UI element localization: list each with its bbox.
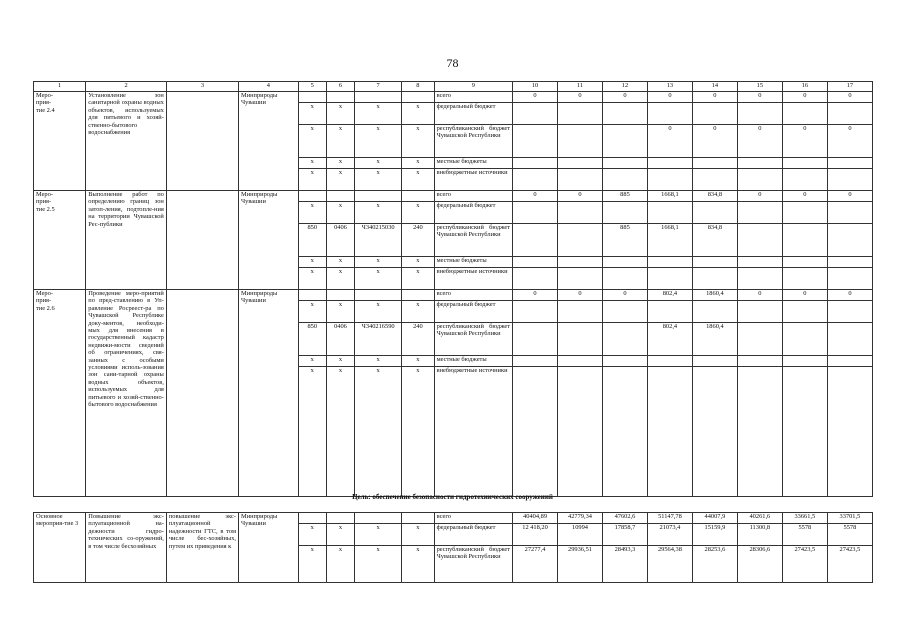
amount-cell (827, 268, 872, 290)
column-number: 8 (402, 82, 434, 92)
amount-cell (602, 169, 647, 191)
amount-cell: 12 418,20 (513, 524, 558, 546)
amount-cell (513, 158, 558, 169)
target-article-code: x (355, 301, 402, 323)
section-code: x (326, 125, 354, 158)
expense-group-code (402, 290, 434, 301)
amount-cell (782, 224, 827, 257)
grbs-code: x (298, 169, 326, 191)
amount-cell (737, 323, 782, 356)
funding-source: всего (434, 191, 512, 202)
expense-group-code: x (402, 158, 434, 169)
column-number: 6 (326, 82, 354, 92)
expense-group-code: x (402, 546, 434, 583)
amount-cell (647, 158, 692, 169)
amount-cell (513, 224, 558, 257)
expected-result (166, 92, 238, 191)
amount-cell (737, 169, 782, 191)
amount-cell (647, 367, 692, 497)
column-number: 17 (827, 82, 872, 92)
amount-cell (737, 301, 782, 323)
amount-cell (782, 169, 827, 191)
section-code: x (326, 268, 354, 290)
amount-cell (692, 169, 737, 191)
grbs-code: x (298, 301, 326, 323)
amount-cell: 0 (827, 191, 872, 202)
amount-cell (737, 367, 782, 497)
amount-cell (647, 257, 692, 268)
column-number: 9 (434, 82, 512, 92)
amount-cell (513, 367, 558, 497)
amount-cell: 0 (513, 290, 558, 301)
funding-source: внебюджетные источники (434, 367, 512, 497)
expense-group-code: x (402, 103, 434, 125)
amount-cell: 51147,78 (647, 513, 692, 524)
section-goal-heading: Цель: обеспечение безопасности гидротехнических сооружений (352, 493, 553, 501)
amount-cell: 1668,1 (647, 224, 692, 257)
grbs-code (298, 290, 326, 301)
amount-cell (827, 169, 872, 191)
amount-cell: 1860,4 (692, 323, 737, 356)
target-article-code: x (355, 202, 402, 224)
amount-cell (737, 356, 782, 367)
amount-cell (737, 202, 782, 224)
amount-cell: 29564,38 (647, 546, 692, 583)
amount-cell: 0 (692, 92, 737, 103)
responsible-executor: Минприроды Чувашии (239, 290, 299, 497)
funding-source: республиканский бюджет Чувашской Республики (434, 323, 512, 356)
amount-cell: 44007,9 (692, 513, 737, 524)
amount-cell: 28493,3 (602, 546, 647, 583)
grbs-code (298, 191, 326, 202)
amount-cell: 0 (737, 191, 782, 202)
section-code: x (326, 169, 354, 191)
activity-name: Повышение экс-плуатационной на-дежности гидро-технических со-оружений, в том числе бесхозяйных (86, 513, 167, 583)
amount-cell (737, 257, 782, 268)
amount-cell (602, 323, 647, 356)
funding-source: всего (434, 513, 512, 524)
table-row (34, 513, 873, 524)
column-number: 2 (86, 82, 167, 92)
amount-cell: 0 (647, 125, 692, 158)
amount-cell: 834,8 (692, 191, 737, 202)
expected-result: повышение экс-плуатационной надежности ГТС, в том числе бес-хозяйных, путем их приведения к (166, 513, 238, 583)
amount-cell: 5578 (782, 524, 827, 546)
column-number: 1 (34, 82, 86, 92)
grbs-code: 850 (298, 224, 326, 257)
section-code: x (326, 356, 354, 367)
amount-cell (827, 224, 872, 257)
amount-cell: 10994 (558, 524, 603, 546)
amount-cell (782, 202, 827, 224)
table-row (34, 92, 873, 103)
amount-cell (513, 103, 558, 125)
amount-cell (558, 158, 603, 169)
amount-cell (692, 103, 737, 125)
amount-cell: 0 (782, 191, 827, 202)
amount-cell: 40261,6 (737, 513, 782, 524)
amount-cell: 0 (737, 92, 782, 103)
amount-cell: 1668,1 (647, 191, 692, 202)
amount-cell (558, 301, 603, 323)
grbs-code: 850 (298, 323, 326, 356)
amount-cell (827, 356, 872, 367)
section-code: x (326, 367, 354, 497)
amount-cell: 0 (558, 290, 603, 301)
amount-cell: 28253,6 (692, 546, 737, 583)
amount-cell: 42779,34 (558, 513, 603, 524)
section-code (326, 290, 354, 301)
amount-cell (513, 323, 558, 356)
column-number: 7 (355, 82, 402, 92)
funding-source: федеральный бюджет (434, 301, 512, 323)
funding-source: республиканский бюджет Чувашской Республики (434, 546, 512, 583)
amount-cell: 40404,89 (513, 513, 558, 524)
target-article-code (355, 513, 402, 524)
amount-cell (782, 158, 827, 169)
grbs-code: x (298, 103, 326, 125)
expense-group-code: x (402, 524, 434, 546)
amount-cell (602, 367, 647, 497)
target-article-code: x (355, 103, 402, 125)
target-article-code: x (355, 257, 402, 268)
activity-code: Меро- прия- тие 2.6 (34, 290, 86, 497)
activity-code: Основное мероприя-тие 3 (34, 513, 86, 583)
expected-result (166, 191, 238, 290)
grbs-code: x (298, 158, 326, 169)
section-code: 0406 (326, 323, 354, 356)
amount-cell: 0 (558, 92, 603, 103)
funding-source: местные бюджеты (434, 158, 512, 169)
section-code (326, 92, 354, 103)
amount-cell (647, 356, 692, 367)
amount-cell (513, 356, 558, 367)
amount-cell: 17858,7 (602, 524, 647, 546)
amount-cell: 47602,6 (602, 513, 647, 524)
amount-cell: 21073,4 (647, 524, 692, 546)
amount-cell (827, 103, 872, 125)
amount-cell (782, 367, 827, 497)
amount-cell (602, 257, 647, 268)
column-number: 10 (513, 82, 558, 92)
amount-cell: 0 (827, 290, 872, 301)
responsible-executor: Минприроды Чувашии (239, 92, 299, 191)
activity-name: Проведение меро-приятий по пред-ставлению в Уп-равление Росреест-ра по Чувашской Республике доку-ментов, необходи-мых для внесения в государственный кадастр недвижи-мости сведений об ограничениях, свя-занных с особыми условиями исполь-зования зон сани-тарной охраны водных объектов, используемых для питьевого и хозяй-ственно-бытового водоснабжения (86, 290, 167, 497)
amount-cell (602, 103, 647, 125)
amount-cell: 0 (513, 92, 558, 103)
column-number: 12 (602, 82, 647, 92)
expense-group-code: x (402, 301, 434, 323)
amount-cell: 5578 (827, 524, 872, 546)
amount-cell: 0 (602, 92, 647, 103)
target-article-code: x (355, 268, 402, 290)
column-number: 16 (782, 82, 827, 92)
activity-code: Меро- прия- тие 2.5 (34, 191, 86, 290)
target-article-code: x (355, 125, 402, 158)
amount-cell (827, 202, 872, 224)
expense-group-code: x (402, 356, 434, 367)
amount-cell (602, 301, 647, 323)
amount-cell (558, 125, 603, 158)
responsible-executor: Минприроды Чувашии (239, 513, 299, 583)
section-code: x (326, 524, 354, 546)
amount-cell: 15159,9 (692, 524, 737, 546)
amount-cell (737, 224, 782, 257)
amount-cell: 0 (827, 92, 872, 103)
funding-source: всего (434, 290, 512, 301)
amount-cell (827, 301, 872, 323)
funding-source: внебюджетные источники (434, 268, 512, 290)
amount-cell (558, 323, 603, 356)
amount-cell (647, 268, 692, 290)
amount-cell (513, 268, 558, 290)
amount-cell: 29936,51 (558, 546, 603, 583)
amount-cell: 0 (827, 125, 872, 158)
amount-cell (692, 367, 737, 497)
grbs-code: x (298, 257, 326, 268)
section-code: x (326, 257, 354, 268)
funding-source: местные бюджеты (434, 257, 512, 268)
amount-cell (558, 257, 603, 268)
amount-cell: 802,4 (647, 323, 692, 356)
column-number: 11 (558, 82, 603, 92)
amount-cell: 802,4 (647, 290, 692, 301)
expense-group-code: x (402, 202, 434, 224)
amount-cell: 27277,4 (513, 546, 558, 583)
target-article-code: x (355, 169, 402, 191)
grbs-code: x (298, 268, 326, 290)
expense-group-code (402, 92, 434, 103)
amount-cell: 834,8 (692, 224, 737, 257)
amount-cell (647, 169, 692, 191)
amount-cell: 885 (602, 224, 647, 257)
table-row (34, 290, 873, 301)
funding-source: республиканский бюджет Чувашской Республики (434, 224, 512, 257)
funding-source: федеральный бюджет (434, 202, 512, 224)
amount-cell: 27423,5 (782, 546, 827, 583)
column-number-row (34, 82, 873, 92)
amount-cell: 0 (602, 290, 647, 301)
amount-cell: 0 (782, 125, 827, 158)
expense-group-code: x (402, 169, 434, 191)
amount-cell (782, 323, 827, 356)
column-number: 15 (737, 82, 782, 92)
amount-cell: 33701,5 (827, 513, 872, 524)
amount-cell (827, 158, 872, 169)
column-number: 4 (239, 82, 299, 92)
amount-cell (737, 158, 782, 169)
grbs-code (298, 92, 326, 103)
expense-group-code: 240 (402, 224, 434, 257)
amount-cell (558, 356, 603, 367)
amount-cell (782, 103, 827, 125)
expense-group-code: x (402, 125, 434, 158)
expense-group-code: x (402, 257, 434, 268)
target-article-code (355, 290, 402, 301)
amount-cell: 0 (737, 290, 782, 301)
amount-cell: 11300,8 (737, 524, 782, 546)
expected-result (166, 290, 238, 497)
section-code: x (326, 301, 354, 323)
amount-cell (558, 169, 603, 191)
section-code: x (326, 158, 354, 169)
amount-cell (513, 301, 558, 323)
target-article-code: x (355, 367, 402, 497)
responsible-executor: Минприроды Чувашии (239, 191, 299, 290)
amount-cell (602, 202, 647, 224)
grbs-code: x (298, 367, 326, 497)
amount-cell: 0 (647, 92, 692, 103)
amount-cell (602, 158, 647, 169)
amount-cell: 0 (558, 191, 603, 202)
column-number: 14 (692, 82, 737, 92)
section-code: x (326, 103, 354, 125)
amount-cell (647, 301, 692, 323)
amount-cell: 0 (513, 191, 558, 202)
amount-cell (737, 268, 782, 290)
amount-cell (692, 356, 737, 367)
amount-cell (692, 268, 737, 290)
amount-cell (692, 158, 737, 169)
program-table (33, 81, 873, 497)
grbs-code: x (298, 546, 326, 583)
amount-cell (647, 202, 692, 224)
grbs-code: x (298, 125, 326, 158)
amount-cell (782, 257, 827, 268)
section-code: x (326, 546, 354, 583)
grbs-code: x (298, 356, 326, 367)
section-code: x (326, 202, 354, 224)
grbs-code: x (298, 202, 326, 224)
activity-code: Меро- прия- тие 2.4 (34, 92, 86, 191)
column-number: 5 (298, 82, 326, 92)
amount-cell (558, 367, 603, 497)
amount-cell: 33661,5 (782, 513, 827, 524)
target-article-code (355, 191, 402, 202)
amount-cell (513, 169, 558, 191)
amount-cell (558, 202, 603, 224)
amount-cell (737, 103, 782, 125)
page-number: 78 (446, 56, 459, 70)
amount-cell (513, 257, 558, 268)
funding-source: всего (434, 92, 512, 103)
amount-cell (602, 356, 647, 367)
target-article-code: Ч340215030 (355, 224, 402, 257)
amount-cell (827, 257, 872, 268)
target-article-code: x (355, 524, 402, 546)
amount-cell (827, 367, 872, 497)
expense-group-code: x (402, 367, 434, 497)
amount-cell (513, 125, 558, 158)
amount-cell: 885 (602, 191, 647, 202)
amount-cell (782, 268, 827, 290)
column-number: 13 (647, 82, 692, 92)
amount-cell (782, 301, 827, 323)
amount-cell (782, 356, 827, 367)
target-article-code: Ч340216590 (355, 323, 402, 356)
amount-cell (692, 301, 737, 323)
amount-cell (602, 125, 647, 158)
funding-source: федеральный бюджет (434, 524, 512, 546)
column-number: 3 (166, 82, 238, 92)
amount-cell: 0 (737, 125, 782, 158)
amount-cell (513, 202, 558, 224)
amount-cell (827, 323, 872, 356)
target-article-code: x (355, 546, 402, 583)
amount-cell: 28306,6 (737, 546, 782, 583)
activity-name: Выполнение работ по определению границ зон затоп-ления, подтопле-ния на территории Чувашской Рес-публики (86, 191, 167, 290)
amount-cell (692, 202, 737, 224)
expense-group-code: x (402, 268, 434, 290)
grbs-code: x (298, 524, 326, 546)
amount-cell: 27423,5 (827, 546, 872, 583)
amount-cell (602, 268, 647, 290)
funding-source: внебюджетные источники (434, 169, 512, 191)
expense-group-code (402, 513, 434, 524)
amount-cell: 0 (692, 125, 737, 158)
amount-cell (647, 103, 692, 125)
amount-cell (692, 257, 737, 268)
amount-cell: 0 (782, 92, 827, 103)
funding-source: местные бюджеты (434, 356, 512, 367)
amount-cell (558, 224, 603, 257)
target-article-code (355, 92, 402, 103)
table-row (34, 191, 873, 202)
expense-group-code: 240 (402, 323, 434, 356)
section-code: 0406 (326, 224, 354, 257)
expense-group-code (402, 191, 434, 202)
activity-name: Установление зон санитарной охраны водных объектов, используемых для питьевого и хозяй-ственно-бытового водоснабжения (86, 92, 167, 191)
target-article-code: x (355, 158, 402, 169)
grbs-code (298, 513, 326, 524)
section-code (326, 513, 354, 524)
funding-source: республиканский бюджет Чувашской Республики (434, 125, 512, 158)
amount-cell (558, 103, 603, 125)
section-code (326, 191, 354, 202)
target-article-code: x (355, 356, 402, 367)
funding-source: федеральный бюджет (434, 103, 512, 125)
amount-cell: 1860,4 (692, 290, 737, 301)
amount-cell: 0 (782, 290, 827, 301)
amount-cell (558, 268, 603, 290)
program-table-continued (33, 512, 873, 583)
